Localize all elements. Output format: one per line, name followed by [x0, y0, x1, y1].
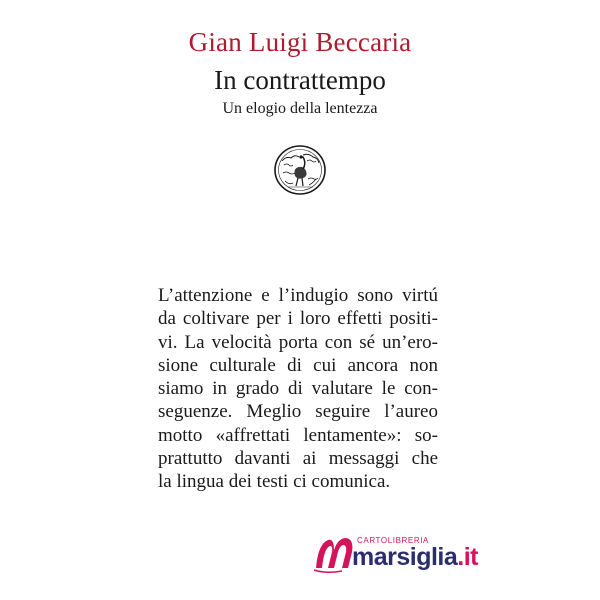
blurb-line: la lingua dei testi ci comunica. — [158, 471, 391, 493]
watermark-name — [352, 543, 478, 572]
blurb-line: vi. La velocità porta con sé un’ero- — [158, 331, 438, 353]
blurb-line: seguenze. Meglio seguire l’aureo — [158, 401, 438, 423]
author-name: Gian Luigi Beccaria — [188, 27, 412, 57]
blurb-line: siamo in grado di valutare le con- — [158, 378, 438, 400]
ostrich-emblem-icon — [273, 143, 327, 197]
watermark-tld: .it — [457, 543, 478, 571]
book-subtitle: Un elogio della lentezza — [222, 100, 378, 117]
book-title: In contrattempo — [214, 65, 386, 95]
marsiglia-m-icon — [312, 530, 356, 574]
blurb-line: motto «affrettati lentamente»: so- — [158, 424, 438, 446]
back-cover-blurb — [158, 284, 438, 494]
blurb-line: prattutto davanti ai messaggi che — [158, 448, 438, 470]
blurb-line: L’attenzione e l’indugio sono virtú — [158, 285, 438, 306]
marsiglia-watermark-logo — [312, 528, 492, 578]
blurb-line: da coltivare per i loro effetti positi- — [158, 308, 438, 330]
blurb-line: sione culturale di cui ancora non — [158, 354, 438, 376]
watermark-name-main: marsiglia — [352, 543, 458, 571]
watermark-tagline: CARTOLIBRERIA — [357, 536, 429, 545]
